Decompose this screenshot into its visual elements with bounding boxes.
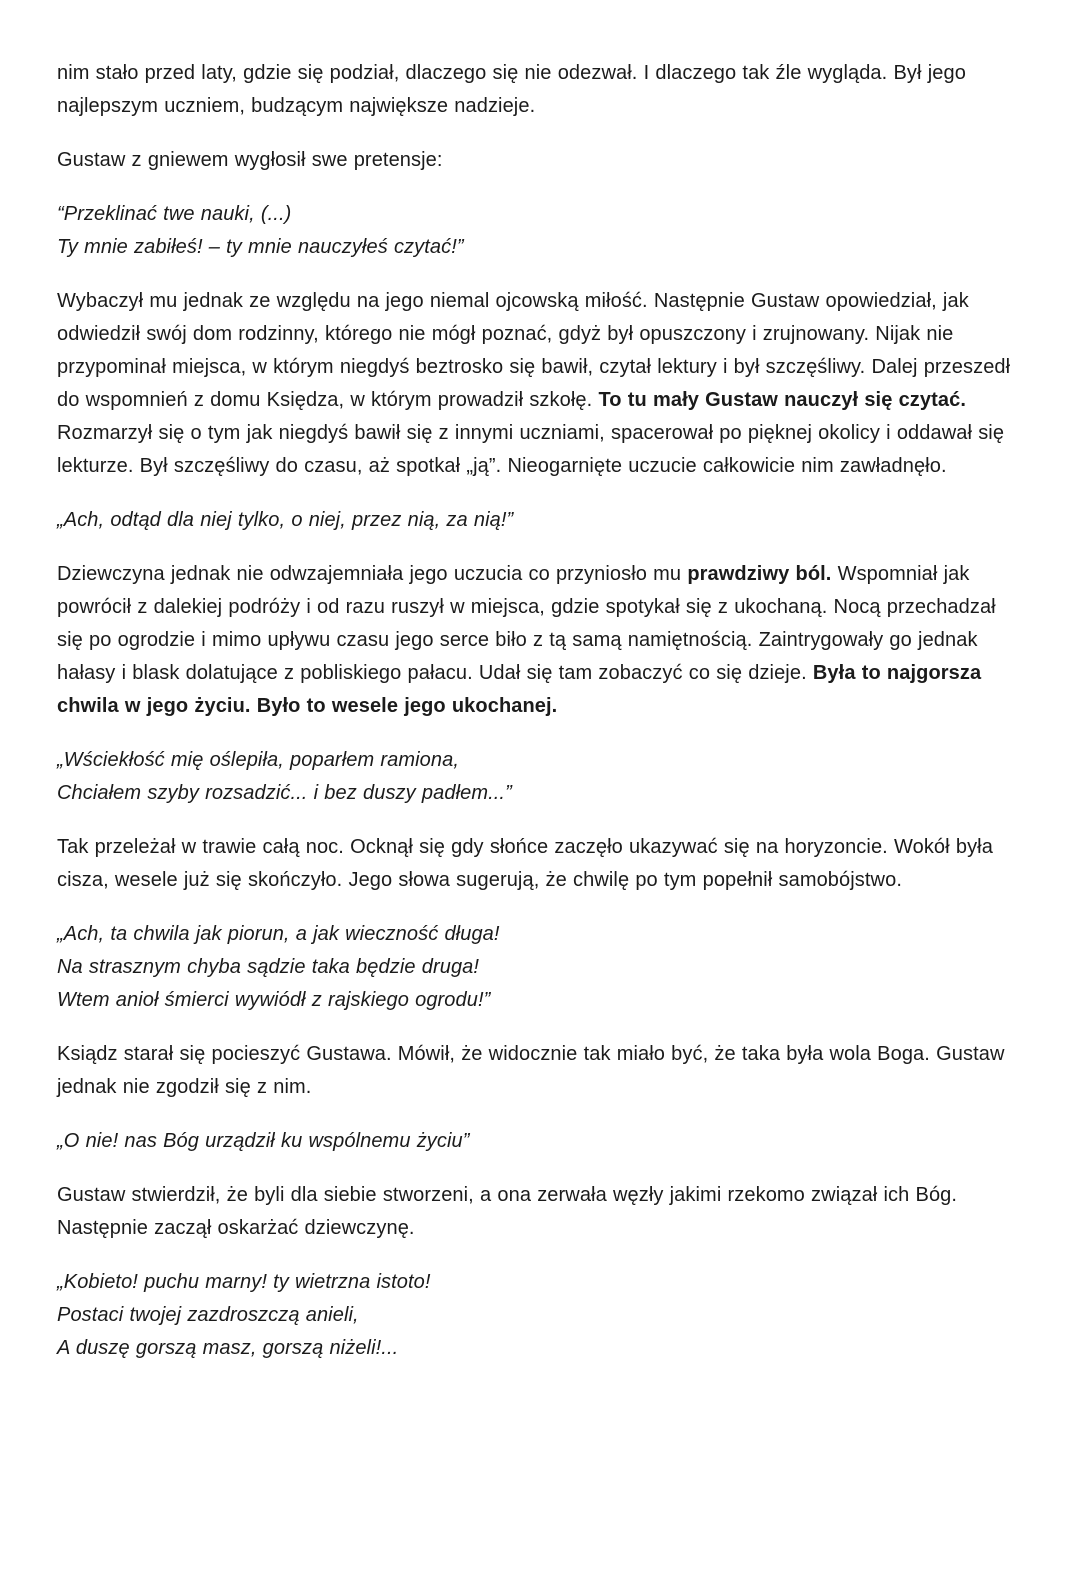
quote-line: „O nie! nas Bóg urządził ku wspólnemu życiu” — [57, 1130, 470, 1152]
quote-line: „Kobieto! puchu marny! ty wietrzna istoto! — [57, 1271, 431, 1293]
verse-quote — [57, 1125, 1023, 1158]
text-run: Dziewczyna jednak nie odwzajemniała jego uczucia co przyniosło mu — [57, 563, 688, 585]
quote-line: Ty mnie zabiłeś! – ty mnie nauczyłeś czytać!” — [57, 236, 464, 258]
quote-line: Postaci twojej zazdroszczą anieli, — [57, 1304, 359, 1326]
text-run: Gustaw z gniewem wygłosił swe pretensje: — [57, 149, 443, 171]
text-run: Wspomniał jak powrócił z dalekiej podróży i od razu ruszył w miejsca, gdzie spotykał się z ukochaną. Nocą przechadzał się po ogrodzie i mimo upływu czasu jego serce biło z tą samą namiętnością. Zaintrygowały go jednak hałasy i blask dolatujące z pobliskiego pałacu. Udał się tam zobaczyć co się dzieje. — [57, 563, 996, 684]
text-run: Wybaczył mu jednak ze względu na jego niemal ojcowską miłość. Następnie Gustaw opowiedział, jak odwiedził swój dom rodzinny, którego nie mógł poznać, gdyż był opuszczony i zrujnowany. Nijak nie przypominał miejsca, w którym niegdyś beztrosko się bawił, czytał lektury i był szczęśliwy. Dalej przeszedł do wspomnień z domu Księdza, w którym prowadził szkołę. — [57, 290, 1011, 411]
quote-line: “Przeklinać twe nauki, (...) — [57, 203, 292, 225]
bold-text-run: To tu mały Gustaw nauczył się czytać. — [598, 389, 966, 411]
text-paragraph — [57, 285, 1023, 483]
verse-quote — [57, 1266, 1023, 1365]
text-run: Tak przeleżał w trawie całą noc. Ocknął się gdy słońce zaczęło ukazywać się na horyzoncie. Wokół była cisza, wesele już się skończyło. Jego słowa sugerują, że chwilę po tym popełnił samobójstwo. — [57, 836, 993, 891]
text-paragraph — [57, 144, 1023, 177]
quote-line: Wtem anioł śmierci wywiódł z rajskiego ogrodu!” — [57, 989, 491, 1011]
text-paragraph — [57, 831, 1023, 897]
verse-quote — [57, 504, 1023, 537]
text-paragraph — [57, 1179, 1023, 1245]
text-run: Gustaw stwierdził, że byli dla siebie stworzeni, a ona zerwała węzły jakimi rzekomo związał ich Bóg. Następnie zaczął oskarżać dziewczynę. — [57, 1184, 958, 1239]
quote-line: „Wściekłość mię oślepiła, poparłem ramiona, — [57, 749, 459, 771]
text-run: Rozmarzył się o tym jak niegdyś bawił się z innymi uczniami, spacerował po pięknej okolicy i oddawał się lekturze. Był szczęśliwy do czasu, aż spotkał „ją”. Nieogarnięte uczucie całkowicie nim zawładnęło. — [57, 422, 1005, 477]
text-paragraph — [57, 57, 1023, 123]
quote-line: „Ach, odtąd dla niej tylko, o niej, przez nią, za nią!” — [57, 509, 514, 531]
quote-line: Na strasznym chyba sądzie taka będzie druga! — [57, 956, 480, 978]
verse-quote — [57, 744, 1023, 810]
bold-text-run: prawdziwy ból. — [687, 563, 832, 585]
quote-line: A duszę gorszą masz, gorszą niżeli!... — [57, 1337, 399, 1359]
verse-quote — [57, 198, 1023, 264]
bold-text-run: Była to najgorsza chwila w jego życiu. Było to wesele jego ukochanej. — [57, 662, 982, 717]
quote-line: „Ach, ta chwila jak piorun, a jak wieczność długa! — [57, 923, 500, 945]
text-paragraph — [57, 558, 1023, 723]
text-run: Ksiądz starał się pocieszyć Gustawa. Mówił, że widocznie tak miało być, że taka była wola Boga. Gustaw jednak nie zgodził się z nim. — [57, 1043, 1005, 1098]
quote-line: Chciałem szyby rozsadzić... i bez duszy padłem...” — [57, 782, 512, 804]
verse-quote — [57, 918, 1023, 1017]
text-paragraph — [57, 1038, 1023, 1104]
text-run: nim stało przed laty, gdzie się podział, dlaczego się nie odezwał. I dlaczego tak źle wygląda. Był jego najlepszym uczniem, budzącym największe nadzieje. — [57, 62, 966, 117]
